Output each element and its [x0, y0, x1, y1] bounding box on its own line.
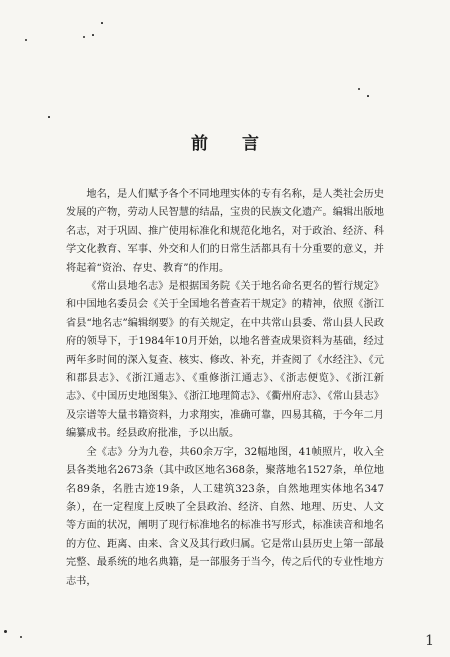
speck — [367, 95, 369, 97]
page-title: 前 言 — [191, 134, 273, 154]
speck — [358, 88, 360, 90]
body-text — [66, 186, 384, 591]
speck — [92, 34, 94, 36]
paragraph-3: 全《志》分为九卷，共60余万字，32幅地图，41帧照片，收入全县各类地名2673条（其中政区地名368条，聚落地名1527条，单位地名89条，名胜古迹19条，人工建筑323条，自然地理实体地名347条），在一定程度上反映了全县政治、经济、自然、地理、历史、人文等方面的状况，阐明了现行标准地名的标准书写形式，标准读音和地名的方位、距离、由来、含义及其行政归属。它是常山县历史上第一部最完整、最系统的地名典籍，是一部服务于当今，传之后代的专业性地方志书， — [66, 446, 384, 587]
speck — [83, 36, 85, 38]
paragraph-2: 《常山县地名志》是根据国务院《关于地名命名更名的暂行规定》和中国地名委员会《关于全国地名普查若干规定》的精神，依照《浙江省县“地名志”编辑纲要》的有关规定，在中共常山县委、常山县人民政府的领导下，于1984年10月开始，以地名普查成果资料为基础，经过两年多时间的深入复查、核实、修改、补充，并查阅了《水经注》、《元和郡县志》、《浙江通志》、《重修浙江通志》、《浙志便览》、《浙江新志》、《中国历史地图集》、《浙江地理简志》、《衢州府志》、《常山县志》及宗谱等大量书籍资料，力求翔实，准确可靠，四易其稿，于今年二月编纂成书。经县政府批准，予以出版。 — [66, 281, 384, 440]
speck — [48, 116, 50, 118]
speck — [101, 22, 103, 24]
paragraph-1: 地名，是人们赋予各个不同地理实体的专有名称，是人类社会历史发展的产物，劳动人民智慧的结晶，宝贵的民族文化遗产。编辑出版地名志，对于巩固、推广使用标准化和规范化地名，对于政治、经济、科学文化教育、军事、外交和人们的日常生活都具有十分重要的意义，并将起着“资治、存史、教育”的作用。 — [66, 189, 384, 274]
speck — [4, 630, 7, 633]
page-number: 1 — [425, 633, 434, 649]
speck — [25, 39, 27, 41]
speck — [20, 636, 22, 638]
